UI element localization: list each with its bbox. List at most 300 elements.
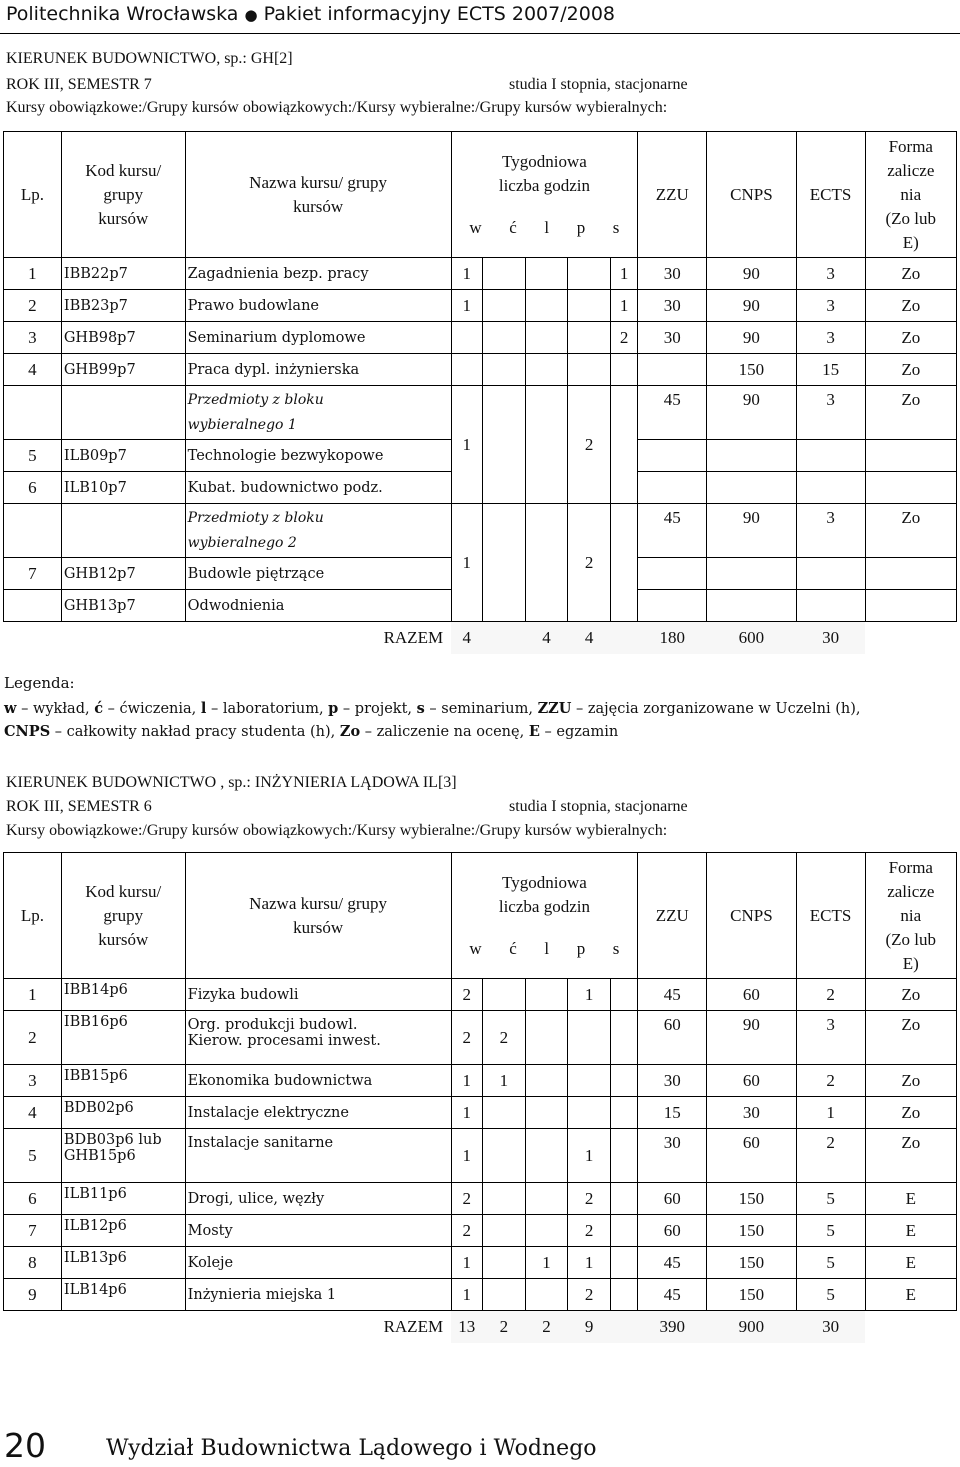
cnps-cell bbox=[707, 590, 796, 622]
s-cell bbox=[610, 504, 637, 622]
w-cell bbox=[451, 354, 482, 386]
nazwa-cell: Zagadnienia bezp. pracy bbox=[185, 258, 451, 290]
l-cell bbox=[525, 1011, 568, 1065]
s-cell bbox=[610, 1279, 637, 1311]
w-total: 4 bbox=[451, 622, 482, 654]
cnps-cell: 90 bbox=[707, 1011, 796, 1065]
cnps-total: 900 bbox=[707, 1311, 796, 1343]
nazwa-cell: Kubat. budownictwo podz. bbox=[185, 472, 451, 504]
ects-cell: 3 bbox=[796, 1011, 865, 1065]
kod-line1: ILB11p6 bbox=[63, 1186, 127, 1202]
header-w: w bbox=[469, 938, 482, 958]
c-cell bbox=[483, 290, 526, 322]
kod-cell: IBB22p7 bbox=[61, 258, 185, 290]
group-name-line2: wybieralnego 2 bbox=[187, 534, 297, 551]
ects-cell: 3 bbox=[796, 386, 865, 440]
forma-cell: E bbox=[865, 1215, 956, 1247]
kod-cell bbox=[61, 1279, 185, 1311]
nazwa-line1: Koleje bbox=[187, 1254, 234, 1271]
l-cell bbox=[525, 1279, 568, 1311]
header-lp: Lp. bbox=[4, 132, 62, 258]
header-c: ć bbox=[509, 938, 517, 958]
forma-total bbox=[865, 1311, 956, 1343]
nazwa-cell: Budowle piętrzące bbox=[185, 558, 451, 590]
zzu-cell: 45 bbox=[638, 1279, 707, 1311]
s-cell bbox=[610, 1097, 637, 1129]
cnps-cell: 150 bbox=[707, 1183, 796, 1215]
zzu-cell: 45 bbox=[638, 386, 707, 440]
cnps-cell bbox=[707, 440, 796, 472]
header-p: p bbox=[576, 938, 586, 958]
page-header bbox=[0, 0, 960, 30]
c-cell bbox=[483, 1279, 526, 1311]
p-cell: 1 bbox=[568, 1129, 611, 1183]
w-cell: 1 bbox=[451, 1065, 482, 1097]
c-cell bbox=[483, 504, 526, 622]
section2-rok: ROK III, SEMESTR 6 bbox=[6, 798, 152, 815]
l-cell bbox=[525, 290, 568, 322]
table-row bbox=[4, 1247, 957, 1279]
legend-line2 bbox=[4, 723, 618, 740]
kod-cell bbox=[61, 1097, 185, 1129]
kod-line1: ILB14p6 bbox=[63, 1282, 127, 1298]
zzu-cell bbox=[638, 354, 707, 386]
forma-cell: Zo bbox=[865, 504, 956, 558]
kod-line1: IBB14p6 bbox=[63, 982, 128, 998]
header-ects: ECTS bbox=[796, 132, 865, 258]
p-cell bbox=[568, 322, 611, 354]
kod-cell bbox=[61, 1065, 185, 1097]
header-divider bbox=[0, 33, 960, 34]
cnps-cell: 30 bbox=[707, 1097, 796, 1129]
razem-blank bbox=[4, 1311, 186, 1343]
s-cell bbox=[610, 1011, 637, 1065]
w-cell bbox=[451, 322, 482, 354]
p-cell bbox=[568, 354, 611, 386]
legend-line1 bbox=[4, 700, 860, 717]
kod-cell bbox=[61, 979, 185, 1011]
group-name-cell bbox=[185, 504, 451, 558]
header-w: w bbox=[469, 217, 482, 237]
zzu-cell: 45 bbox=[638, 504, 707, 558]
legend-desc: – seminarium, bbox=[424, 701, 538, 717]
kod-line1: BDB02p6 bbox=[63, 1100, 134, 1116]
legend-abbr: ZZU bbox=[537, 700, 572, 717]
header-s: s bbox=[612, 217, 620, 237]
header-cnps: CNPS bbox=[707, 853, 796, 979]
nazwa-cell: Technologie bezwykopowe bbox=[185, 440, 451, 472]
section2-kierunek: KIERUNEK BUDOWNICTWO , sp.: INŻYNIERIA LĄDOWA IL[3] bbox=[6, 774, 457, 791]
course-table-sem7 bbox=[3, 131, 957, 654]
l-cell bbox=[525, 1183, 568, 1215]
kod-cell bbox=[61, 504, 185, 558]
nazwa-cell bbox=[185, 1097, 451, 1129]
w-cell: 1 bbox=[451, 258, 482, 290]
kod-cell bbox=[61, 1183, 185, 1215]
nazwa-cell bbox=[185, 1183, 451, 1215]
lp-cell: 8 bbox=[4, 1247, 62, 1279]
table-row bbox=[4, 979, 957, 1011]
table-row bbox=[4, 1279, 957, 1311]
w-cell: 1 bbox=[451, 1279, 482, 1311]
c-cell bbox=[483, 386, 526, 504]
kod-line1: IBB15p6 bbox=[63, 1068, 128, 1084]
lp-cell: 1 bbox=[4, 258, 62, 290]
c-cell bbox=[483, 1183, 526, 1215]
lp-cell bbox=[4, 590, 62, 622]
kod-cell: ILB10p7 bbox=[61, 472, 185, 504]
s-cell: 2 bbox=[610, 322, 637, 354]
razem-label: RAZEM bbox=[383, 627, 444, 647]
forma-cell bbox=[865, 440, 956, 472]
zzu-cell: 30 bbox=[638, 1065, 707, 1097]
cnps-cell: 60 bbox=[707, 1065, 796, 1097]
header-kod: Kod kursu/ grupy kursów bbox=[61, 853, 185, 979]
nazwa-cell bbox=[185, 1279, 451, 1311]
lp-cell: 1 bbox=[4, 979, 62, 1011]
forma-cell: Zo bbox=[865, 354, 956, 386]
group-row bbox=[4, 386, 957, 440]
cnps-cell bbox=[707, 472, 796, 504]
forma-cell: E bbox=[865, 1247, 956, 1279]
s-cell bbox=[610, 1215, 637, 1247]
ects-cell: 5 bbox=[796, 1247, 865, 1279]
ects-cell: 1 bbox=[796, 1097, 865, 1129]
table-row bbox=[4, 1065, 957, 1097]
ects-cell: 2 bbox=[796, 979, 865, 1011]
header-nazwa: Nazwa kursu/ grupy kursów bbox=[185, 132, 451, 258]
legend-desc: – wykład, bbox=[16, 701, 95, 717]
forma-cell: Zo bbox=[865, 1129, 956, 1183]
table-row bbox=[4, 1183, 957, 1215]
nazwa-line2: Kierow. procesami inwest. bbox=[187, 1033, 381, 1049]
legend-desc: – całkowity nakład pracy studenta (h), bbox=[50, 724, 340, 740]
legend-desc: – laboratorium, bbox=[206, 701, 329, 717]
razem-label: RAZEM bbox=[383, 1316, 444, 1336]
header-l: l bbox=[544, 217, 550, 237]
header-forma: Forma zalicze nia (Zo lub E) bbox=[865, 853, 956, 979]
l-cell bbox=[525, 258, 568, 290]
w-cell: 1 bbox=[451, 1129, 482, 1183]
l-cell bbox=[525, 504, 568, 622]
ects-cell: 15 bbox=[796, 354, 865, 386]
legend-abbr: w bbox=[4, 700, 17, 717]
cnps-cell: 60 bbox=[707, 1129, 796, 1183]
l-cell bbox=[525, 1129, 568, 1183]
c-cell bbox=[483, 979, 526, 1011]
kod-line1: ILB12p6 bbox=[63, 1218, 127, 1234]
l-cell bbox=[525, 1065, 568, 1097]
kod-cell bbox=[61, 1129, 185, 1183]
w-cell: 2 bbox=[451, 1215, 482, 1247]
ects-total: 30 bbox=[796, 622, 865, 654]
w-cell: 2 bbox=[451, 979, 482, 1011]
cnps-cell: 60 bbox=[707, 979, 796, 1011]
nazwa-cell bbox=[185, 1129, 451, 1183]
forma-total bbox=[865, 622, 956, 654]
kod-cell: GHB12p7 bbox=[61, 558, 185, 590]
lp-cell: 6 bbox=[4, 1183, 62, 1215]
w-cell: 2 bbox=[451, 1183, 482, 1215]
p-cell: 1 bbox=[568, 979, 611, 1011]
l-total: 4 bbox=[525, 622, 568, 654]
kod-cell: ILB09p7 bbox=[61, 440, 185, 472]
cnps-cell: 90 bbox=[707, 386, 796, 440]
group-name-line2: wybieralnego 1 bbox=[187, 416, 297, 433]
nazwa-line1: Instalacje sanitarne bbox=[187, 1135, 334, 1151]
c-total: 2 bbox=[483, 1311, 526, 1343]
l-total: 2 bbox=[525, 1311, 568, 1343]
zzu-cell bbox=[638, 558, 707, 590]
s-cell: 1 bbox=[610, 290, 637, 322]
w-cell: 1 bbox=[451, 504, 482, 622]
p-cell bbox=[568, 1065, 611, 1097]
table-row bbox=[4, 1011, 957, 1065]
p-total: 9 bbox=[568, 1311, 611, 1343]
l-cell bbox=[525, 1097, 568, 1129]
lp-cell: 6 bbox=[4, 472, 62, 504]
nazwa-line1: Mosty bbox=[187, 1222, 233, 1239]
p-cell: 2 bbox=[568, 1183, 611, 1215]
p-cell: 2 bbox=[568, 504, 611, 622]
ects-total: 30 bbox=[796, 1311, 865, 1343]
l-cell bbox=[525, 1215, 568, 1247]
forma-cell: Zo bbox=[865, 322, 956, 354]
section1-studia: studia I stopnia, stacjonarne bbox=[509, 76, 688, 93]
ects-cell: 5 bbox=[796, 1183, 865, 1215]
header-l: l bbox=[544, 938, 550, 958]
w-cell: 2 bbox=[451, 1011, 482, 1065]
cnps-total: 600 bbox=[707, 622, 796, 654]
section1-kierunek: KIERUNEK BUDOWNICTWO, sp.: GH[2] bbox=[6, 50, 293, 67]
forma-cell: Zo bbox=[865, 290, 956, 322]
zzu-cell: 45 bbox=[638, 979, 707, 1011]
kod-cell: IBB23p7 bbox=[61, 290, 185, 322]
s-cell bbox=[610, 979, 637, 1011]
ects-cell: 5 bbox=[796, 1215, 865, 1247]
s-cell bbox=[610, 1247, 637, 1279]
zzu-cell: 60 bbox=[638, 1183, 707, 1215]
ects-cell: 5 bbox=[796, 1279, 865, 1311]
forma-cell: Zo bbox=[865, 1011, 956, 1065]
legend-abbr: p bbox=[328, 700, 339, 717]
c-cell bbox=[483, 1097, 526, 1129]
lp-cell bbox=[4, 504, 62, 558]
l-cell bbox=[525, 386, 568, 504]
package-name: Pakiet informacyjny ECTS 2007/2008 bbox=[263, 3, 615, 25]
forma-cell bbox=[865, 558, 956, 590]
nazwa-cell: Prawo budowlane bbox=[185, 290, 451, 322]
s-total bbox=[610, 1311, 637, 1343]
c-total bbox=[483, 622, 526, 654]
page-number: 20 bbox=[4, 1426, 46, 1465]
l-cell bbox=[525, 354, 568, 386]
zzu-cell: 60 bbox=[638, 1011, 707, 1065]
cnps-cell: 150 bbox=[707, 1279, 796, 1311]
kod-line2: GHB15p6 bbox=[63, 1148, 136, 1164]
nazwa-line1: Org. produkcji budowl. bbox=[187, 1017, 358, 1033]
nazwa-line1: Fizyka budowli bbox=[187, 986, 299, 1003]
razem-row bbox=[4, 622, 957, 654]
legend-abbr: ć bbox=[94, 700, 104, 717]
s-cell bbox=[610, 1065, 637, 1097]
zzu-cell bbox=[638, 472, 707, 504]
forma-cell: Zo bbox=[865, 979, 956, 1011]
c-cell: 2 bbox=[483, 1011, 526, 1065]
header-c: ć bbox=[509, 217, 517, 237]
w-cell: 1 bbox=[451, 386, 482, 504]
section1-rok: ROK III, SEMESTR 7 bbox=[6, 76, 152, 93]
p-cell: 2 bbox=[568, 1279, 611, 1311]
table-row bbox=[4, 322, 957, 354]
cnps-cell: 150 bbox=[707, 1215, 796, 1247]
table-row bbox=[4, 1215, 957, 1247]
lp-cell: 2 bbox=[4, 290, 62, 322]
p-cell bbox=[568, 258, 611, 290]
w-cell: 1 bbox=[451, 290, 482, 322]
table-row bbox=[4, 290, 957, 322]
s-cell bbox=[610, 354, 637, 386]
c-cell bbox=[483, 1129, 526, 1183]
forma-cell: Zo bbox=[865, 386, 956, 440]
legend-abbr: CNPS bbox=[4, 723, 51, 740]
kod-line1: IBB16p6 bbox=[63, 1014, 128, 1030]
c-cell bbox=[483, 258, 526, 290]
zzu-cell: 60 bbox=[638, 1215, 707, 1247]
p-cell: 2 bbox=[568, 1215, 611, 1247]
legend-title: Legenda: bbox=[4, 674, 75, 692]
nazwa-cell bbox=[185, 1011, 451, 1065]
kod-cell: GHB98p7 bbox=[61, 322, 185, 354]
ects-cell bbox=[796, 440, 865, 472]
ects-cell: 2 bbox=[796, 1129, 865, 1183]
forma-cell: E bbox=[865, 1279, 956, 1311]
forma-cell: Zo bbox=[865, 1065, 956, 1097]
p-cell: 2 bbox=[568, 386, 611, 504]
nazwa-cell bbox=[185, 1065, 451, 1097]
header-zzu: ZZU bbox=[638, 853, 707, 979]
s-total bbox=[610, 622, 637, 654]
group-row bbox=[4, 504, 957, 558]
c-cell bbox=[483, 1215, 526, 1247]
nazwa-cell: Praca dypl. inżynierska bbox=[185, 354, 451, 386]
nazwa-cell bbox=[185, 1215, 451, 1247]
zzu-cell: 45 bbox=[638, 1247, 707, 1279]
ects-cell: 3 bbox=[796, 258, 865, 290]
header-kod: Kod kursu/ grupy kursów bbox=[61, 132, 185, 258]
w-cell: 1 bbox=[451, 1097, 482, 1129]
lp-cell: 4 bbox=[4, 354, 62, 386]
header-cnps: CNPS bbox=[707, 132, 796, 258]
lp-cell: 5 bbox=[4, 1129, 62, 1183]
s-cell bbox=[610, 1129, 637, 1183]
legend-desc: – zajęcia zorganizowane w Uczelni (h), bbox=[571, 701, 861, 717]
p-cell bbox=[568, 1097, 611, 1129]
zzu-cell: 30 bbox=[638, 1129, 707, 1183]
nazwa-line1: Inżynieria miejska 1 bbox=[187, 1286, 337, 1303]
cnps-cell: 150 bbox=[707, 354, 796, 386]
l-cell bbox=[525, 322, 568, 354]
lp-cell: 3 bbox=[4, 322, 62, 354]
nazwa-cell: Odwodnienia bbox=[185, 590, 451, 622]
nazwa-cell bbox=[185, 1247, 451, 1279]
c-cell bbox=[483, 354, 526, 386]
c-cell bbox=[483, 322, 526, 354]
forma-cell: E bbox=[865, 1183, 956, 1215]
legend-abbr: l bbox=[200, 700, 207, 717]
bullet: ● bbox=[244, 6, 258, 24]
ects-cell: 3 bbox=[796, 504, 865, 558]
faculty-name: Wydział Budownictwa Lądowego i Wodnego bbox=[106, 1436, 597, 1461]
legend-desc: – zaliczenie na ocenę, bbox=[360, 724, 529, 740]
section1-kursy: Kursy obowiązkowe:/Grupy kursów obowiązkowych:/Kursy wybieralne:/Grupy kursów wybieralnych: bbox=[6, 99, 668, 116]
kod-cell bbox=[61, 386, 185, 440]
kod-cell bbox=[61, 1247, 185, 1279]
s-cell bbox=[610, 386, 637, 504]
lp-cell: 7 bbox=[4, 1215, 62, 1247]
course-table-sem6 bbox=[3, 852, 957, 1343]
header-ects: ECTS bbox=[796, 853, 865, 979]
ects-cell bbox=[796, 590, 865, 622]
kod-line1: ILB13p6 bbox=[63, 1250, 127, 1266]
w-cell: 1 bbox=[451, 1247, 482, 1279]
nazwa-line1: Drogi, ulice, węzły bbox=[187, 1190, 325, 1207]
group-name-cell bbox=[185, 386, 451, 440]
ects-cell bbox=[796, 558, 865, 590]
table-row bbox=[4, 1129, 957, 1183]
university-name: Politechnika Wrocławska bbox=[6, 3, 239, 25]
section2-studia: studia I stopnia, stacjonarne bbox=[509, 798, 688, 815]
legend-desc: – ćwiczenia, bbox=[103, 701, 201, 717]
lp-cell: 5 bbox=[4, 440, 62, 472]
forma-cell: Zo bbox=[865, 1097, 956, 1129]
header-tygodniowa: Tygodniowa liczba godzin w ć l p s bbox=[451, 853, 638, 979]
nazwa-cell: Seminarium dyplomowe bbox=[185, 322, 451, 354]
zzu-cell: 30 bbox=[638, 258, 707, 290]
legend-desc: – projekt, bbox=[338, 701, 417, 717]
ects-cell: 3 bbox=[796, 290, 865, 322]
lp-cell: 4 bbox=[4, 1097, 62, 1129]
w-total: 13 bbox=[451, 1311, 482, 1343]
header-tygodniowa: Tygodniowa liczba godzin w ć l p s bbox=[451, 132, 638, 258]
table-header-row bbox=[4, 132, 957, 258]
table-header-row bbox=[4, 853, 957, 979]
kod-cell bbox=[61, 1215, 185, 1247]
legend-desc: – egzamin bbox=[539, 724, 619, 740]
nazwa-line1: Instalacje elektryczne bbox=[187, 1104, 349, 1121]
lp-cell bbox=[4, 386, 62, 440]
nazwa-cell bbox=[185, 979, 451, 1011]
zzu-cell: 15 bbox=[638, 1097, 707, 1129]
zzu-total: 180 bbox=[638, 622, 707, 654]
nazwa-line1: Ekonomika budownictwa bbox=[187, 1072, 373, 1089]
lp-cell: 7 bbox=[4, 558, 62, 590]
forma-cell: Zo bbox=[865, 258, 956, 290]
table-row bbox=[4, 258, 957, 290]
ects-cell: 3 bbox=[796, 322, 865, 354]
header-forma: Forma zalicze nia (Zo lub E) bbox=[865, 132, 956, 258]
header-p: p bbox=[576, 217, 586, 237]
kod-line1: BDB03p6 lub bbox=[63, 1132, 162, 1148]
lp-cell: 3 bbox=[4, 1065, 62, 1097]
lp-cell: 2 bbox=[4, 1011, 62, 1065]
ects-cell bbox=[796, 472, 865, 504]
kod-cell bbox=[61, 1011, 185, 1065]
razem-row bbox=[4, 1311, 957, 1343]
lp-cell: 9 bbox=[4, 1279, 62, 1311]
zzu-cell bbox=[638, 590, 707, 622]
p-total: 4 bbox=[568, 622, 611, 654]
